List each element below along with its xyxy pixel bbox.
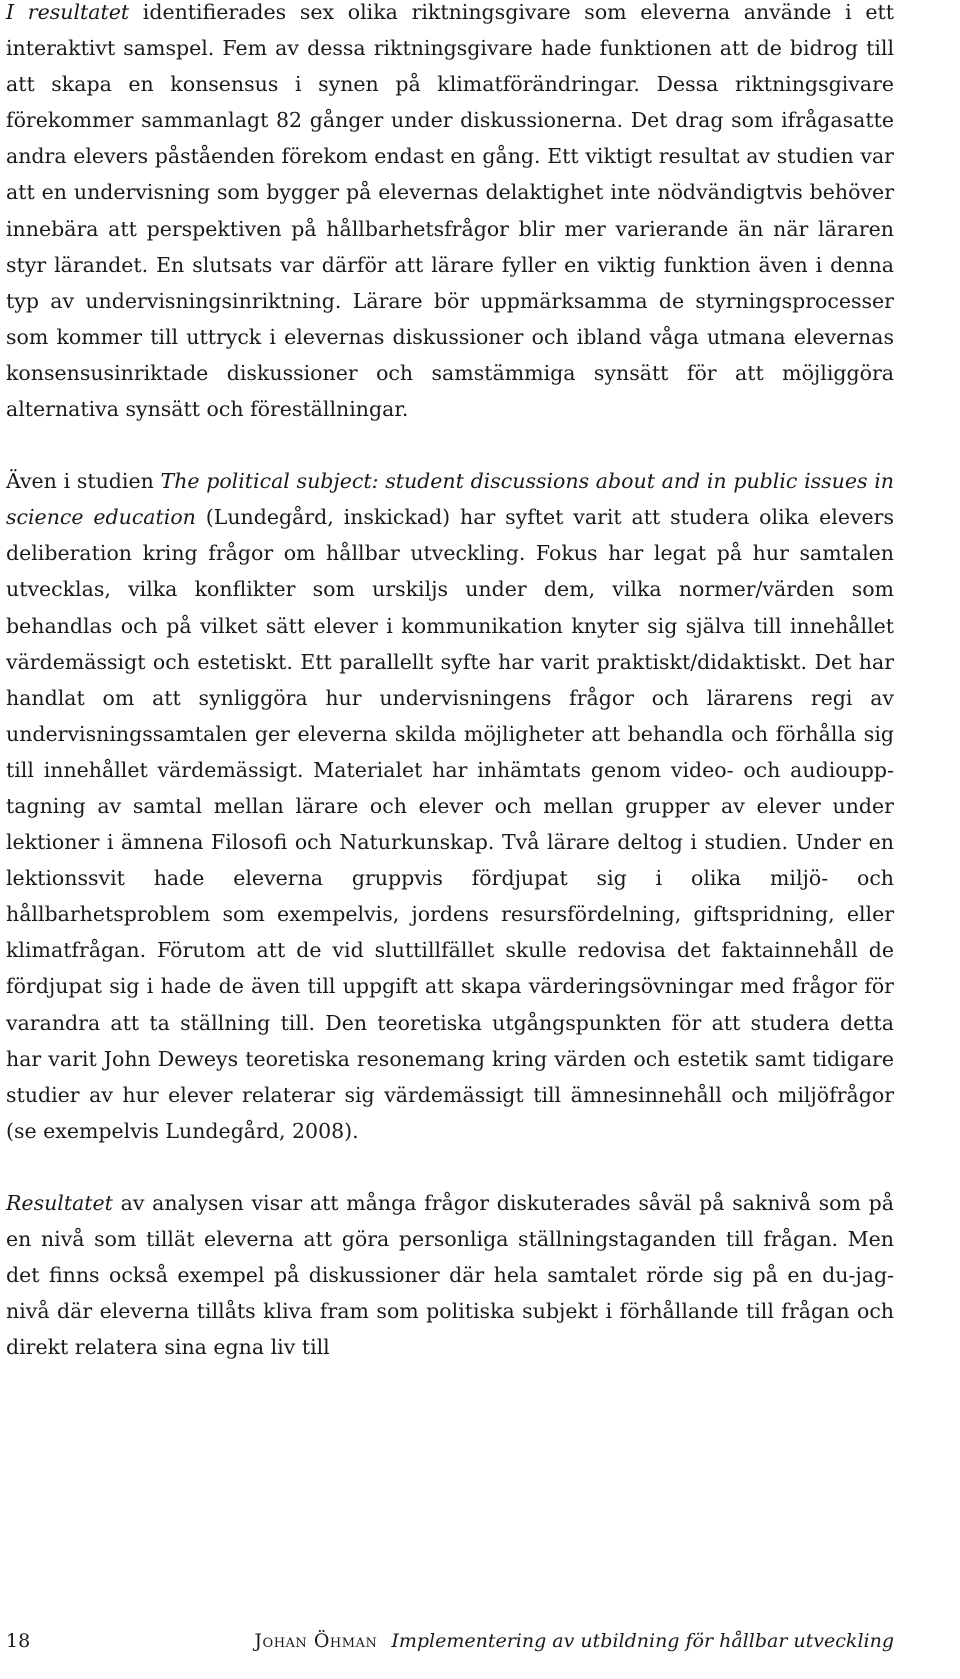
italic-lead-word: I resultatet [6, 0, 130, 24]
paragraph-results-consensus [6, 0, 894, 427]
page-number: 18 [6, 1630, 31, 1652]
footer-book-title: Implementering av utbildning för hållbar utveckling [391, 1630, 894, 1652]
document-body [6, 0, 894, 1365]
paragraph-text: identifierades sex olika riktningsgivare som eleverna använde i ett interaktivt samspel. Fem av dessa riktningsgivare hade funktionen att de bidrog till att skapa en konsensus i synen på klimatförändringar. Dessa riktningsgivare förekommer sammanlagt 82 gånger under diskussionerna. Det drag som ifrågasatte andra elevers påståenden förekom endast en gång. Ett viktigt resultat av studien var att en undervisning som bygger på elevernas delaktighet inte nödvändigtvis behöver innebära att perspektiven på hållbarhetsfrågor blir mer varierande än när läraren styr lärandet. En slutsats var därför att lärare fyller en viktig funktion även i denna typ av undervisningsinriktning. Lärare bör uppmärksamma de styrningsprocesser som kommer till uttryck i elevernas diskussioner och ibland våga utmana elevernas konsensusinriktade diskussioner och samstämmiga synsätt för att möjliggöra alternativa synsätt och föreställningar. [6, 0, 894, 422]
italic-study-title: The political subject: student discussions about and in public issues in science education [6, 469, 894, 530]
paragraph-analysis-result [6, 1185, 894, 1365]
paragraph-text-before: Även i studien [6, 469, 161, 494]
paragraph-text-after: (Lundegård, inskickad) har syftet varit att studera olika elevers deliberation kring frågor om hållbar utveckling. Fokus har legat på hur samtalen utvecklas, vilka konflikter som urskiljs under dem, vilka normer/värden som behandlas och på vilket sätt elever i kommunikation knyter sig själva till innehållet värdemässigt och estetiskt. Ett parallellt syfte har varit praktiskt/didaktiskt. Det har handlat om att synliggöra hur undervisningens frågor och lärarens regi av undervisningssamtalen ger eleverna skilda möjligheter att behandla och förhålla sig till innehållet värdemässigt. Materialet har inhämtats genom video- och audioupptagning av samtal mellan lärare och elever och mellan grupper av elever under lektioner i ämnena Filosofi och Naturkunskap. Två lärare deltog i studien. Under en lektionssvit hade eleverna gruppvis fördjupat sig i olika miljö- och hållbarhetsproblem som exempelvis, jordens resursfördelning, giftspridning, eller klimatfrågan. Förutom att de vid sluttillfället skulle redovisa det faktainnehåll de fördjupat sig i hade de även till uppgift att skapa värderingsövningar med frågor för varandra att ta ställning till. Den teoretiska utgångspunkten för att studera detta har varit John Deweys teoretiska resonemang kring värden och estetik samt tidigare studier av hur elever relaterar sig värdemässigt till ämnesinnehåll och miljöfrågor (se exempelvis Lundegård, 2008). [6, 505, 894, 1143]
footer-author: Johan Öhman [254, 1630, 378, 1652]
paragraph-text: av analysen visar att många frågor diskuterades såväl på saknivå som på en nivå som tillät eleverna att göra personliga ställningstaganden till frågan. Men det finns också exempel på diskussioner där hela samtalet rörde sig på en du-jag-nivå där eleverna tillåts kliva fram som politiska subjekt i förhållande till frågan och direkt relatera sina egna liv till [6, 1190, 894, 1360]
running-head [254, 1630, 894, 1652]
page-footer [6, 1622, 894, 1662]
paragraph-political-subject-study [6, 463, 894, 1149]
italic-lead-word: Resultatet [6, 1190, 113, 1215]
